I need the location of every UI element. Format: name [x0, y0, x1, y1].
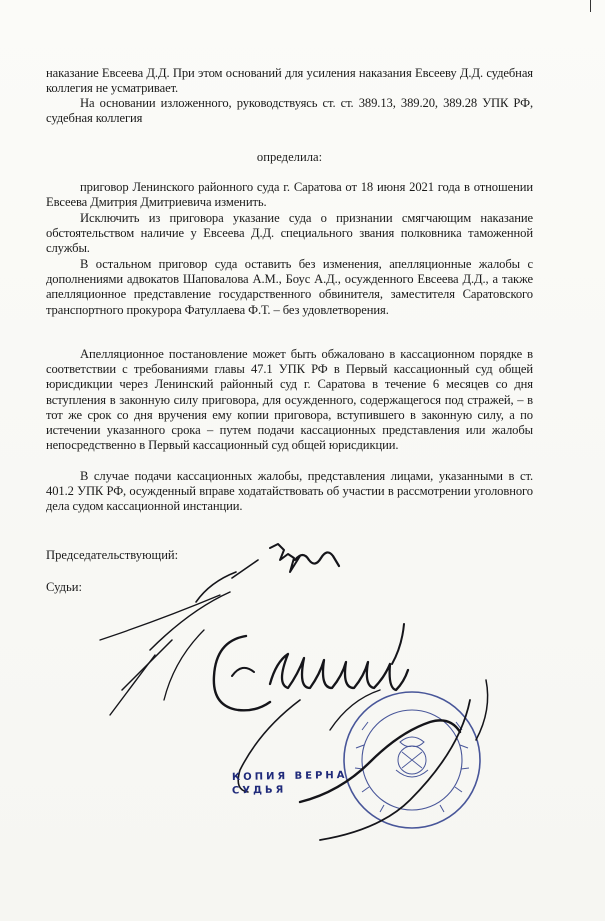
presiding-judge-label: Председательствующий: — [46, 548, 179, 562]
paragraph-sentence-changed: приговор Ленинского районного суда г. Саратова от 18 июня 2021 года в отношении Евсеева Дмитрия Дмитриевича изменить. — [46, 180, 533, 210]
official-seal — [344, 692, 480, 828]
judge-stamp: СУДЬЯ — [231, 784, 287, 797]
judges-label: Судьи: — [46, 580, 82, 594]
presiding-judge-signature — [100, 544, 339, 715]
copy-verified-stamp: КОПИЯ ВЕРНА — [231, 769, 348, 784]
paragraph-exclusion: Исключить из приговора указание суда о признании смягчающим наказание обстоятельством наличие у Евсеева Д.Д. специального звания полковника таможенной службы. — [46, 211, 533, 256]
paragraph-legal-basis: На основании изложенного, руководствуясь ст. ст. 389.13, 389.20, 389.28 УПК РФ, судебная коллегия — [46, 96, 533, 126]
paragraph-appeal-procedure: Апелляционное постановление может быть обжаловано в кассационном порядке в соответствии с требованиями главы 47.1 УПК РФ в Первый кассационный суд общей юрисдикции через Ленинский районный суд г. Саратова в течение 6 месяцев со дня вступления в законную силу приговора, для осужденного, содержащегося под стражей, – в тот же срок со дня вручения ему копии приговора, вступившего в законную силу, а по истечении указанного срока – путем подачи кассационных представления или жалобы непосредственно в Первый кассационный суд общей юрисдикции. — [46, 347, 533, 453]
paragraph-unchanged: В остальном приговор суда оставить без изменения, апелляционные жалобы с дополнениями адвокатов Шаповалова А.М., Боус А.Д., осужденного Евсеева Д.Д., а также апелляционное представление государственного обвинителя, заместителя Саратовского транспортного прокурора Фатуллаева Ф.Т. – без удовлетворения. — [46, 257, 533, 317]
paragraph-sentence-end: наказание Евсеева Д.Д. При этом оснований для усиления наказания Евсееву Д.Д. судебная коллегия не усматривает. — [46, 66, 533, 96]
judge-signature — [164, 624, 488, 840]
paragraph-cassation-rights: В случае подачи кассационных жалобы, представления лицами, указанными в ст. 401.2 УПК РФ, осужденный вправе ходатайствовать об участии в рассмотрении уголовного дела судом кассационной инстанции. — [46, 469, 533, 514]
ruling-heading: определила: — [256, 150, 323, 164]
